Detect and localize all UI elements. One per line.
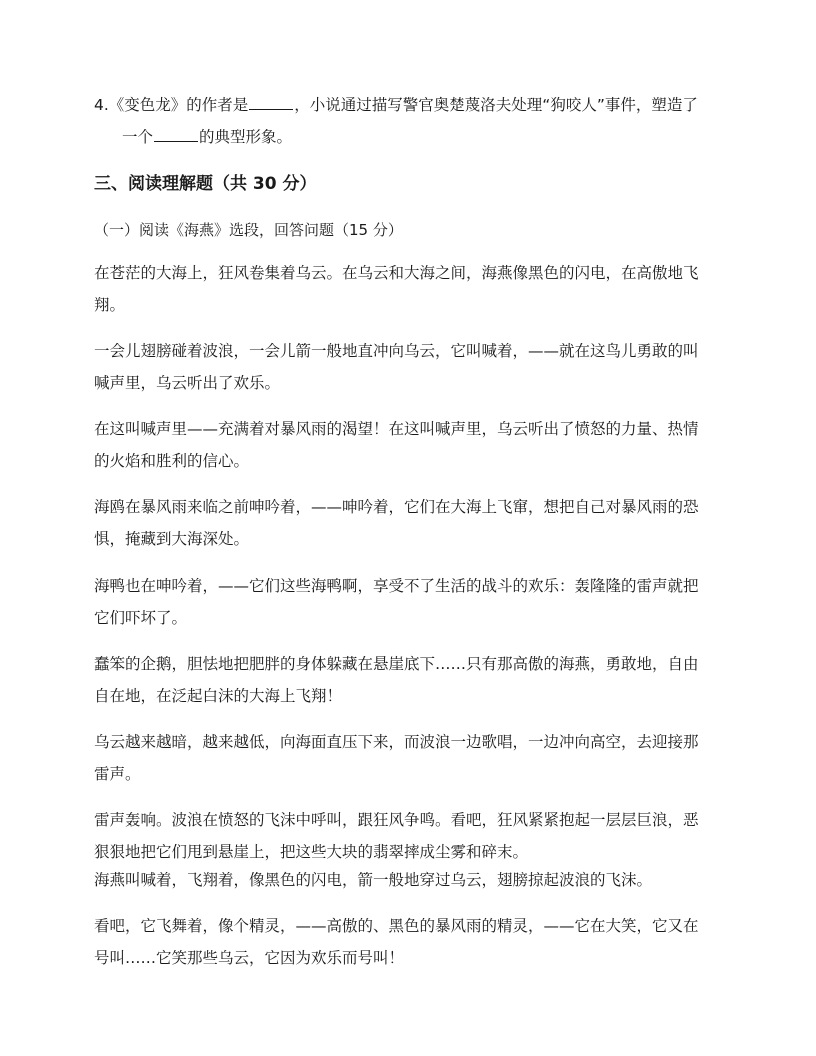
question-4-text-a: 4.《变色龙》的作者是: [94, 96, 249, 114]
section-3-heading: 三、阅读理解题（共 30 分）: [94, 174, 317, 194]
question-4-line-1: [94, 95, 698, 115]
passage-paragraph-2-line-2: 喊声里，乌云听出了欢乐。: [94, 374, 281, 392]
passage-paragraph-3-line-2: 的火焰和胜利的信心。: [94, 452, 250, 470]
passage-paragraph-7-line-2: 雷声。: [94, 765, 141, 783]
answer-blank-image: [154, 127, 198, 142]
passage-paragraph-5-line-1: 海鸭也在呻吟着，——它们这些海鸭啊，享受不了生活的战斗的欢乐：轰隆隆的雷声就把: [94, 577, 699, 595]
question-4-line-2: [122, 127, 292, 147]
passage-paragraph-6-line-2: 自在地，在泛起白沫的大海上飞翔！: [94, 687, 343, 705]
section-3-subheading: （一）阅读《海燕》选段，回答问题（15 分）: [94, 221, 403, 239]
passage-paragraph-8-line-2: 狠狠地把它们甩到悬崖上，把这些大块的翡翠摔成尘雾和碎末。: [94, 843, 529, 861]
answer-blank-author: [249, 95, 293, 110]
passage-paragraph-6-line-1: 蠢笨的企鹅，胆怯地把肥胖的身体躲藏在悬崖底下……只有那高傲的海燕，勇敢地，自由: [94, 655, 699, 673]
passage-paragraph-4-line-2: 惧，掩藏到大海深处。: [94, 530, 250, 548]
passage-paragraph-2-line-1: 一会儿翅膀碰着波浪，一会儿箭一般地直冲向乌云，它叫喊着，——就在这鸟儿勇敢的叫: [94, 342, 699, 360]
passage-paragraph-9-line-1: 海燕叫喊着，飞翔着，像黑色的闪电，箭一般地穿过乌云，翅膀掠起波浪的飞沫。: [94, 871, 653, 889]
passage-paragraph-8-line-1: 雷声轰响。波浪在愤怒的飞沫中呼叫，跟狂风争鸣。看吧，狂风紧紧抱起一层层巨浪，恶: [94, 811, 699, 829]
passage-paragraph-10-line-2: 号叫……它笑那些乌云，它因为欢乐而号叫！: [94, 949, 405, 967]
passage-paragraph-1-line-1: 在苍茫的大海上，狂风卷集着乌云。在乌云和大海之间，海燕像黑色的闪电，在高傲地飞: [94, 264, 699, 282]
passage-paragraph-1-line-2: 翔。: [94, 296, 126, 314]
question-4-text-b: ，小说通过描写警官奥楚蔑洛夫处理“狗咬人”事件，塑造了: [294, 96, 698, 114]
passage-paragraph-7-line-1: 乌云越来越暗，越来越低，向海面直压下来，而波浪一边歌唱，一边冲向高空，去迎接那: [94, 733, 699, 751]
question-4-text-d: 的典型形象。: [199, 128, 293, 146]
passage-paragraph-4-line-1: 海鸥在暴风雨来临之前呻吟着，——呻吟着，它们在大海上飞窜，想把自己对暴风雨的恐: [94, 498, 699, 516]
passage-paragraph-5-line-2: 它们吓坏了。: [94, 609, 188, 627]
question-4-text-c: 一个: [122, 128, 154, 146]
passage-paragraph-3-line-1: 在这叫喊声里——充满着对暴风雨的渴望！在这叫喊声里，乌云听出了愤怒的力量、热情: [94, 420, 699, 438]
passage-paragraph-10-line-1: 看吧，它飞舞着，像个精灵，——高傲的、黑色的暴风雨的精灵，——它在大笑，它又在: [94, 917, 699, 935]
